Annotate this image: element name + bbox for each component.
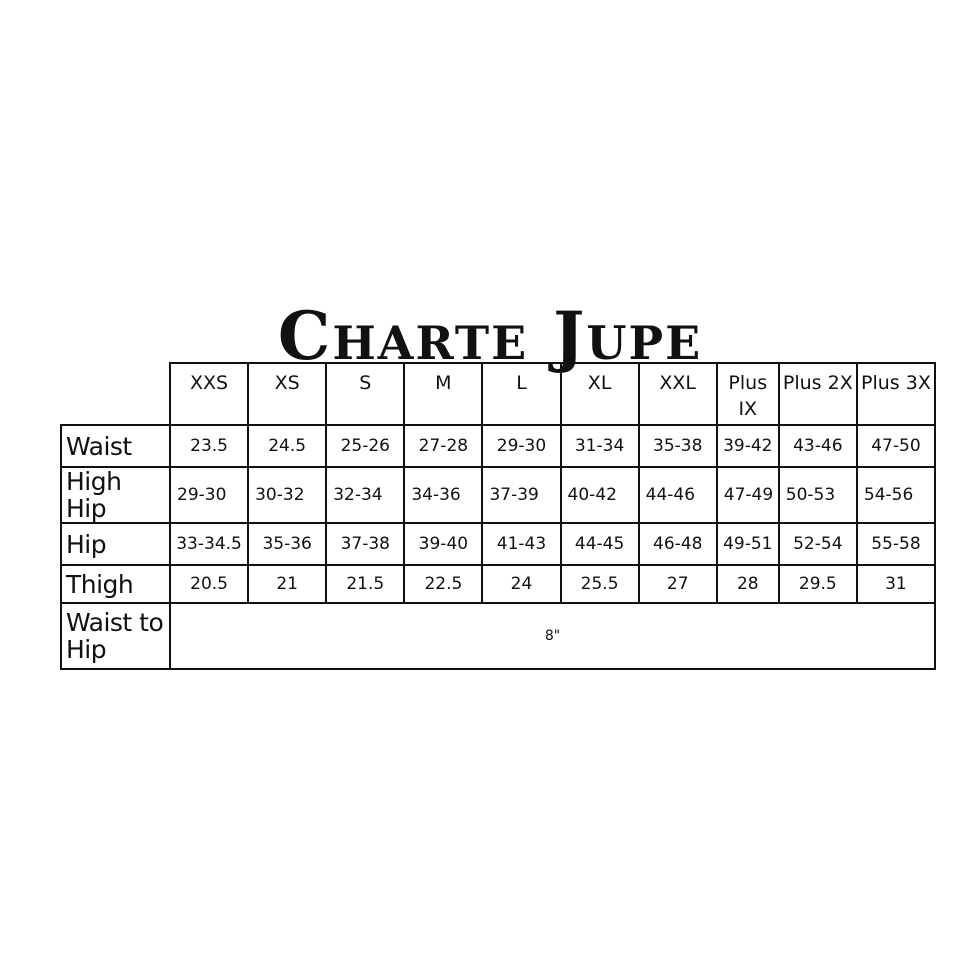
table-cell: 22.5 [404,565,482,603]
table-cell: 23.5 [170,425,248,467]
table-cell: 54-56 [857,467,935,523]
table-cell: 29-30 [170,467,248,523]
table-cell: 29.5 [779,565,857,603]
size-header: Plus 2X [779,363,857,425]
page-title: Charte Jupe [277,297,703,375]
table-cell: 27 [639,565,717,603]
table-cell: 52-54 [779,523,857,565]
table-row [61,523,935,565]
table-cell: 49-51 [717,523,779,565]
row-label: Waist to Hip [61,603,170,669]
table-cell: 20.5 [170,565,248,603]
table-cell: 50-53 [779,467,857,523]
table-row [61,565,935,603]
table-cell: 24 [482,565,560,603]
table-cell: 46-48 [639,523,717,565]
size-header: XS [248,363,326,425]
row-label: Waist [61,425,170,467]
table-cell: 44-45 [561,523,639,565]
size-header: XXL [639,363,717,425]
table-cell: 44-46 [639,467,717,523]
table-cell: 31 [857,565,935,603]
table-cell: 35-38 [639,425,717,467]
table-cell: 30-32 [248,467,326,523]
table-cell: 8" [170,603,935,669]
table-cell: 25.5 [561,565,639,603]
table-cell: 31-34 [561,425,639,467]
size-header: Plus 3X [857,363,935,425]
table-cell: 47-49 [717,467,779,523]
table-cell: 21.5 [326,565,404,603]
table-cell: 35-36 [248,523,326,565]
table-cell: 27-28 [404,425,482,467]
table-cell: 37-39 [482,467,560,523]
size-header: XL [561,363,639,425]
table-cell: 43-46 [779,425,857,467]
table-cell: 40-42 [561,467,639,523]
row-label: Thigh [61,565,170,603]
table-cell: 37-38 [326,523,404,565]
table-cell: 32-34 [326,467,404,523]
table-row [61,425,935,467]
row-label: Hip [61,523,170,565]
table-cell: 25-26 [326,425,404,467]
corner-cell [61,363,170,425]
table-cell: 29-30 [482,425,560,467]
table-cell: 47-50 [857,425,935,467]
table-row [61,467,935,523]
header-row [61,363,935,425]
table-cell: 41-43 [482,523,560,565]
size-chart-table [60,362,936,670]
row-label: High Hip [61,467,170,523]
table-cell: 33-34.5 [170,523,248,565]
table-row [61,603,935,669]
size-header: L [482,363,560,425]
table-cell: 28 [717,565,779,603]
table-cell: 39-40 [404,523,482,565]
size-header: M [404,363,482,425]
table-cell: 21 [248,565,326,603]
size-header: S [326,363,404,425]
size-header: XXS [170,363,248,425]
size-header: Plus IX [717,363,779,425]
table-cell: 39-42 [717,425,779,467]
table-cell: 55-58 [857,523,935,565]
table-cell: 34-36 [404,467,482,523]
table-cell: 24.5 [248,425,326,467]
